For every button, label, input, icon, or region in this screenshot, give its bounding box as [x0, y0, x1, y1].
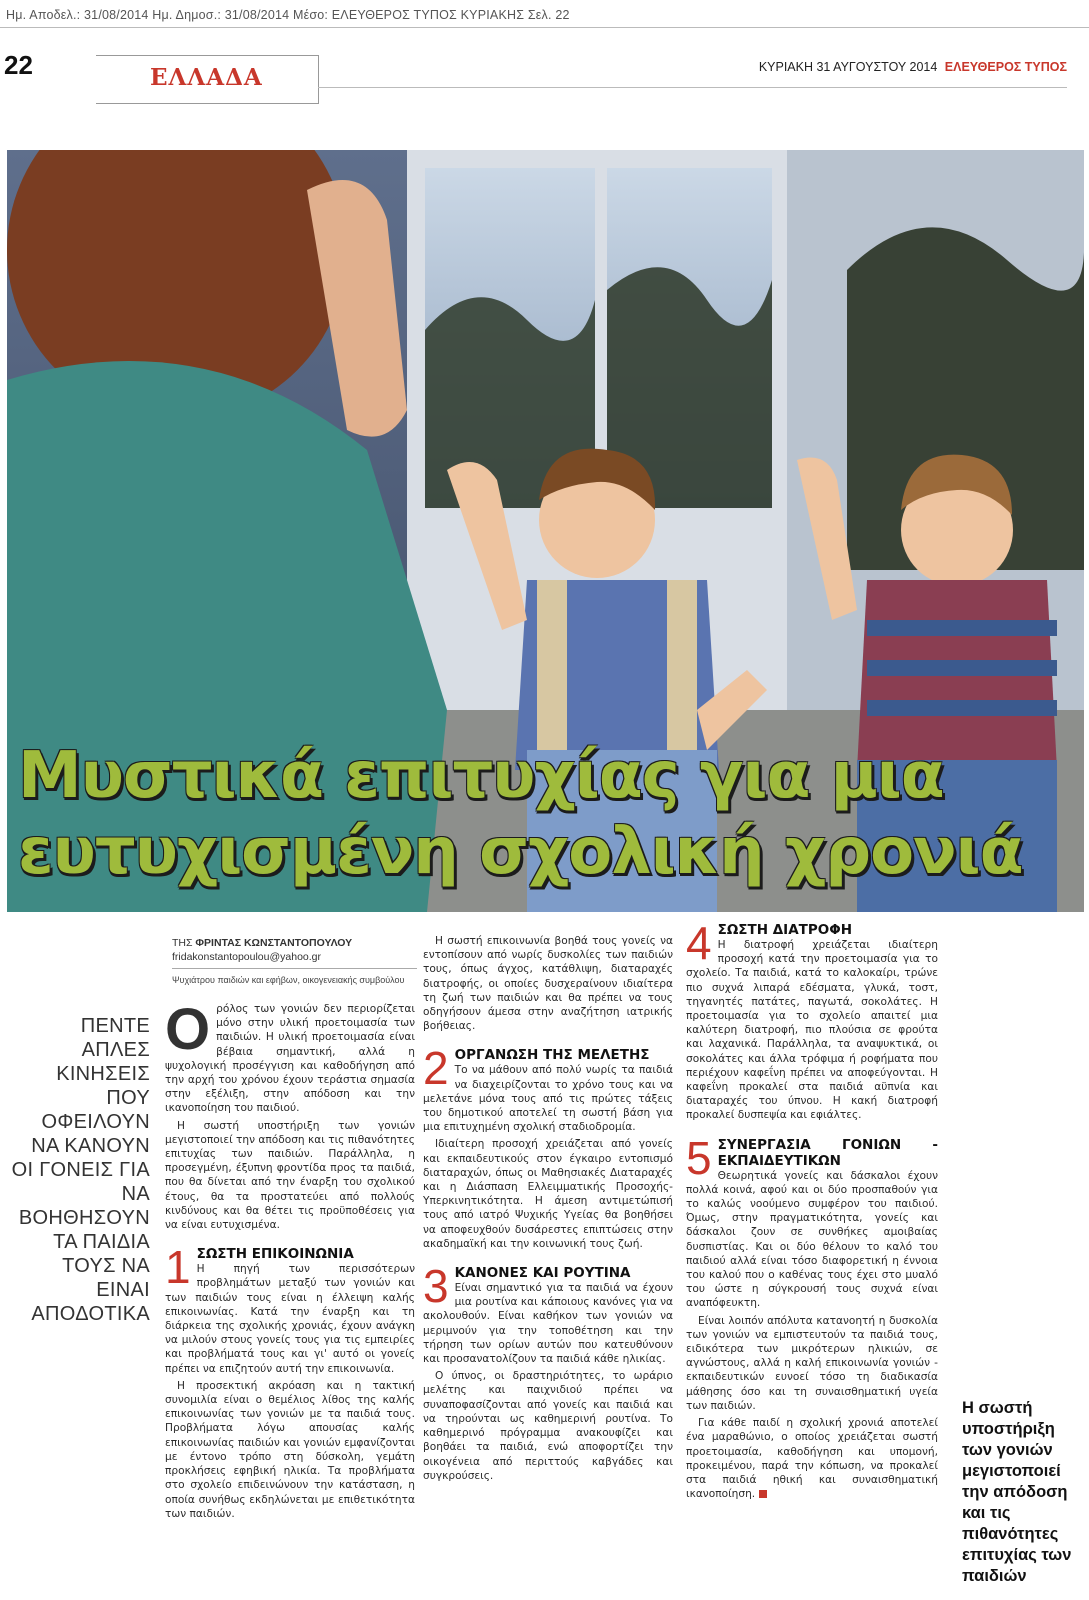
section-1 — [165, 1241, 415, 1521]
divider — [96, 103, 318, 104]
section-number: 4 — [686, 917, 712, 969]
section-5 — [686, 1131, 938, 1502]
article-headline: Μυστικά επιτυχίας για μια ευτυχισμένη σχολική χρονιά — [18, 739, 1023, 889]
section-title: ΚΑΝΟΝΕΣ ΚΑΙ ΡΟΥΤΙΝΑ — [454, 1265, 631, 1282]
end-mark-icon — [759, 1490, 767, 1498]
page-header — [759, 60, 1067, 74]
byline-prefix: ΤΗΣ — [172, 937, 193, 949]
section-number: 3 — [423, 1260, 449, 1313]
author-name: ΦΡΙΝΤΑΣ ΚΩΝΣΤΑΝΤΟΠΟΥΛΟΥ — [195, 937, 353, 949]
article-column-2 — [423, 934, 673, 1486]
section-number: 5 — [686, 1131, 712, 1184]
section-number: 2 — [423, 1042, 449, 1095]
side-quote: Η σωστή υποστήριξη των γονιών μεγιστοποιεί την απόδοση και τις πιθανότητες επιτυχίας των παιδιών — [962, 1399, 1072, 1585]
intro-paragraph — [165, 997, 415, 1116]
section-label: ΕΛΛΑΔΑ — [150, 64, 263, 91]
newspaper-name: ΕΛΕΥΘΕΡΟΣ ΤΥΠΟΣ — [944, 60, 1067, 74]
divider — [318, 87, 1067, 88]
paragraph: Το να μάθουν από πολύ νωρίς τα παιδιά να διαχειρίζονται το χρόνο τους και να μελετάνε μόνα τους από τις πρώτες τάξεις του δημοτικού αποτελεί τη σωστή βάση για μια επιτυχημένη σχολική σταδιοδρομία. — [423, 1064, 673, 1134]
section-title: ΣΥΝΕΡΓΑΣΙΑ ΓΟΝΙΩΝ - ΕΚΠΑΙΔΕΥΤΙΚΩΝ — [717, 1136, 938, 1169]
intro-text: ρόλος των γονιών δεν περιορίζεται μόνο στην υλική προετοιμασία των παιδιών. Η υλική προετοιμασία είναι βέβαια σημαντική, αλλά η ψυχολογική προσέγγιση και καθοδήγηση από την αρχή του χρόνου έχουν τεράστια σημασία στην εξέλιξη, στην απόδοση και την ικανοποίηση του παιδιού. — [165, 1003, 415, 1115]
issue-date: ΚΥΡΙΑΚΗ 31 ΑΥΓΟΥΣΤΟΥ 2014 — [758, 60, 938, 74]
section-3 — [423, 1260, 673, 1483]
drop-cap: Ο — [165, 997, 211, 1062]
section-2 — [423, 1042, 673, 1251]
divider — [172, 968, 417, 969]
article-column-3 — [686, 916, 938, 1504]
paragraph: Ο ύπνος, οι δραστηριότητες, το ωράριο μελέτης και παιχνιδιού πρέπει να συναποφασίζονται από γονείς και παιδιά και να τηρούνται ως καθημερινή ρουτίνα. Το καθημερινό πρόγραμμα ανακουφίζει και βοηθάει τα παιδιά, ενώ αποφορτίζει την οικογένεια από περιττούς καβγάδες και συγκρούσεις. — [423, 1370, 673, 1482]
section-title: ΣΩΣΤΗ ΕΠΙΚΟΙΝΩΝΙΑ — [196, 1246, 354, 1263]
paragraph: Θεωρητικά γονείς και δάσκαλοι έχουν πολλά κοινά, αφού και οι δύο προσπαθούν για το καλώς νοούμενο συμφέρον του παιδιού. Όμως, στην πραγματικότητα, γονείς και δάσκαλοι ζουν σε συνθήκες αμοιβαίας δυσπιστίας. Και οι δύο θέλουν το καλό του παιδιού αλλά είναι τόσο διαφορετική η έννοια του καλού που ο καθένας τους έχει στο μυαλό του ώστε η σύγκρουσή τους συχνά είναι αναπόφευκτη. — [686, 1169, 938, 1310]
byline — [172, 936, 417, 964]
paragraph: Η σωστή επικοινωνία βοηθά τους γονείς να εντοπίσουν από νωρίς δυσκολίες των παιδιών τους, όπως άγχος, κατάθλιψη, διαταραχές διατροφής, οι οποίες δυσχεραίνουν ιδιαίτερα τη ζωή των παιδιών και θα πρέπει να τους οδηγήσουν άμεσα στην αναζήτηση ιατρικής βοήθειας. — [423, 935, 673, 1033]
paragraph: Η σωστή υποστήριξη των γονιών μεγιστοποιεί την απόδοση και τις πιθανότητες επιτυχίας των παιδιών. Παράλληλα, η προσεγμένη, έξυπνη φροντίδα προς τα παιδιά, που θα δίνεται από την έναρξη του σχολικού έτους, θα τα προστατεύει από πολλούς κινδύνους και θα θέτει τις προϋποθέσεις για να είναι ευτυχισμένα. — [165, 1119, 415, 1232]
paragraph: Η προσεκτική ακρόαση και η τακτική συνομιλία είναι ο θεμέλιος λίθος της καλής επικοινωνίας των γονιών με τα παιδιά τους. Προβλήματα λόγω απουσίας καλής επικοινωνίας παιδιών και γονιών εμφανίζονται με έντονο τρόπο στη δύσκολη, γεμάτη προκλήσεις εφηβική ηλικία. Τα προβλήματα στο σχολείο επιδεινώνουν την κατάσταση, η οποία συνήθως εκδηλώνεται με επιθετικότητα των παιδιών. — [165, 1379, 415, 1520]
paragraph: Είναι σημαντικό για τα παιδιά να έχουν μια ρουτίνα και κάποιους κανόνες για να ακολουθούν. Είναι καθήκον των γονιών να μεριμνούν για την τοποθέτηση και την τήρηση των ορίων αυτών που κατευθύνουν και προσανατολίζουν τα παιδιά κάθε ηλικίας. — [423, 1282, 673, 1366]
paragraph: Η πηγή των περισσότερων προβλημάτων μεταξύ των γονιών και των παιδιών τους είναι η έλλειψη καλής επικοινωνίας. Κατά την έναρξη και τη διάρκεια της σχολικής χρονιάς, έχουν ανάγκη να μιλούν στους γονείς τους για τις εμπειρίες και προβλήματά τους και γι' αυτό οι γονείς πρέπει να επιζητούν αυτή την επικοινωνία. — [165, 1263, 415, 1375]
section-title: ΣΩΣΤΗ ΔΙΑΤΡΟΦΗ — [717, 922, 852, 938]
divider — [0, 27, 1089, 28]
page-number: 22 — [4, 50, 33, 80]
paragraph-text: Για κάθε παιδί η σχολική χρονιά αποτελεί ένα μαραθώνιο, ο οποίος χρειάζεται σωστή προετοιμασία, καθοδήγηση και υπομονή, προκειμένου, παρά την κόπωση, να προκαλεί στα παιδιά ηθική και συναισθηματική ικανοποίηση. — [686, 1417, 938, 1501]
section-title: ΟΡΓΑΝΩΣΗ ΤΗΣ ΜΕΛΕΤΗΣ — [454, 1047, 650, 1064]
author-email: fridakonstantopoulou@yahoo.gr — [172, 951, 322, 963]
clipping-meta: Ημ. Αποδελ.: 31/08/2014 Ημ. Δημοσ.: 31/08/2014 Μέσο: ΕΛΕΥΘΕΡΟΣ ΤΥΠΟΣ ΚΥΡΙΑΚΗΣ Σελ. 22 — [6, 8, 570, 22]
paragraph: Ιδιαίτερη προσοχή χρειάζεται από γονείς και εκπαιδευτικούς στον έγκαιρο εντοπισμό διαταραχών, όπως οι Μαθησιακές Διαταραχές και η Διάσπαση Ελλειμματικής Προσοχής-Υπερκινητικότητα. Η άμεση αντιμετώπισή τους από ιατρό Ψυχικής Υγείας θα βοηθήσει να αποφευχθούν δυσάρεστες επιπτώσεις στην ακαδημαϊκή και την κοινωνική τους ζωή. — [423, 1138, 673, 1250]
section-4 — [686, 917, 938, 1123]
article-column-1 — [165, 997, 415, 1524]
pull-quote: ΠΕΝΤΕ ΑΠΛΕΣ ΚΙΝΗΣΕΙΣ ΠΟΥ ΟΦΕΙΛΟΥΝ ΝΑ ΚΑΝΟΥΝ ΟΙ ΓΟΝΕΙΣ ΓΙΑ ΝΑ ΒΟΗΘΗΣΟΥΝ ΤΑ ΠΑΙΔΙΑ ΤΟΥΣ ΝΑ ΕΙΝΑΙ ΑΠΟΔΟΤΙΚΑ — [11, 1015, 150, 1325]
section-number: 1 — [165, 1241, 191, 1294]
paragraph: Η διατροφή χρειάζεται ιδιαίτερη προσοχή κατά την προετοιμασία για το σχολείο. Τα παιδιά, κατά το καλοκαίρι, τρώνε πιο συχνά λιπαρά εδέσματα, γλυκά, τοστ, τηγανητές πατάτες, παγωτά, σοκολάτες. Η προετοιμασία για το σχολείο απαιτεί μια καλύτερη διατροφή, πιο πλούσια σε φρούτα και λαχανικά. Παράλληλα, τα αναψυκτικά, οι σοκολάτες και άλλα τρόφιμα ή ροφήματα που περιέχουν καφεΐνη πρέπει να αποφεύγονται. Η καφεΐνη προκαλεί στα παιδιά αϋπνία και διαταραχές του ύπνου. Η κακή διατροφή προκαλεί δυσπεψία και εφιάλτες. — [686, 939, 938, 1122]
paragraph — [686, 1416, 938, 1501]
paragraph: Είναι λοιπόν απόλυτα κατανοητή η δυσκολία των γονιών να εμπιστευτούν τα παιδιά τους, ειδικότερα των μικρότερων ηλικιών, σε αγνώστους, αλλά η καλή επικοινωνία γονιών - εκπαιδευτικών ευνοεί τόσο τη διαδικασία μάθησης όσο και τη συναισθηματική υγεία των παιδιών. — [686, 1314, 938, 1412]
author-role: Ψυχιάτρου παιδιών και εφήβων, οικογενειακής συμβούλου — [172, 975, 405, 985]
